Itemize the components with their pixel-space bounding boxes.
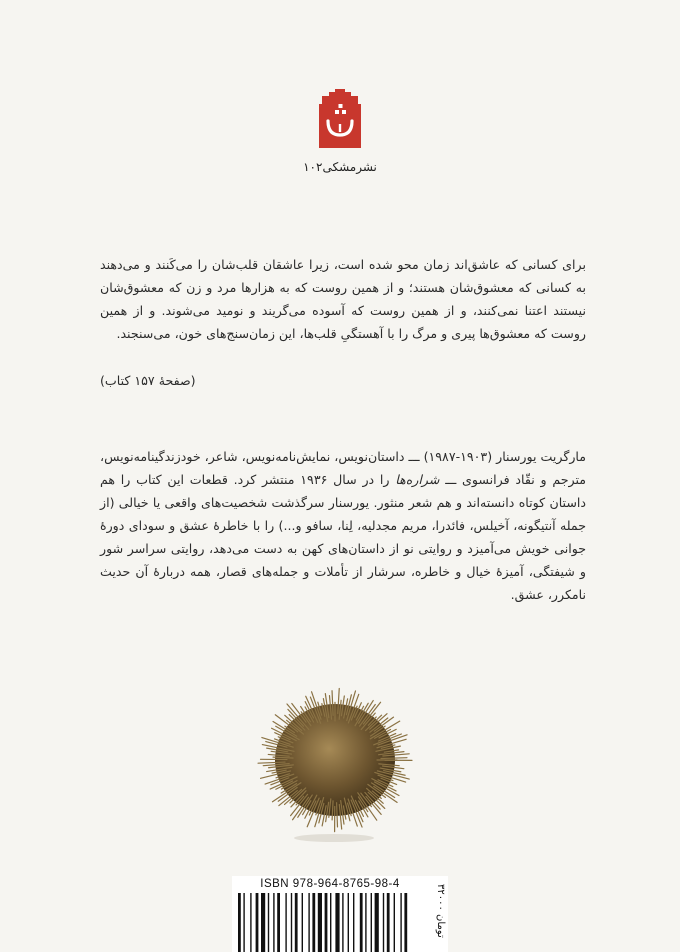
publisher-logo-icon [315,88,365,150]
author-book-description [100,445,586,606]
excerpt-page-reference: (صفحهٔ ۱۵۷ کتاب) [100,373,196,388]
isbn-number: ISBN 978-964-8765-98-4 [260,878,400,890]
publisher-series-label: نشرمشکی۱۰۲ [303,160,377,174]
burr-spike [381,758,407,759]
excerpt-quote: برای کسانی که عاشق‌اند زمان محو شده است، زیرا عاشقان قلب‌شان را می‌کَنند و می‌دهند به کسانی که معشوق‌شان هستند؛ و از همین روست که به هزارها مرد و زن که معشوق‌شان نیستند اعتنا نمی‌کنند، و از همین روست که آسوده می‌گریند و نومید می‌شوند. و از همین روست که معشوق‌ها پیری و مرگ را با آهستگیِ قلب‌ها، این زمان‌سنج‌های خون، می‌سنجند. [100,256,586,341]
burr-seed-pod-image [250,668,420,843]
book-title-inline: شراره‌ها [395,471,440,487]
price-label: ۳۲۰۰۰ تومان [435,884,446,938]
barcode-icon [234,893,426,952]
description-part-2: را در سال ۱۹۳۶ منتشر کرد. قطعات این کتاب را هم داستان کوتاه دانسته‌اند و هم شعر منثور. یورسنار سرگذشت شخصیت‌های واقعی یا خیالی (از جمله آنتیگونه، آخیلس، فائدرا، مریم مجدلیه، لِنا، سافو و...) را با خاطرهٔ عشق و سودای دورهٔ جوانی خویش می‌آمیزد و روایتی نو از داستان‌های کهن به دست می‌دهد، روایتی سراسر شور و شیفتگی، آمیزهٔ خیال و خاطره، سرشار از تأملات و جمله‌های قصار، همه دربارهٔ آن حدیث نامکرر، عشق. [100,471,586,602]
description-part-1: مارگریت یورسنار (۱۹۰۳-۱۹۸۷) ـــ داستان‌نویس، نمایش‌نامه‌نویس، شاعر، خودزندگینامه‌نویس، مترجم و نقّاد فرانسوی ـــ [100,448,587,487]
barcode-panel [232,876,448,952]
